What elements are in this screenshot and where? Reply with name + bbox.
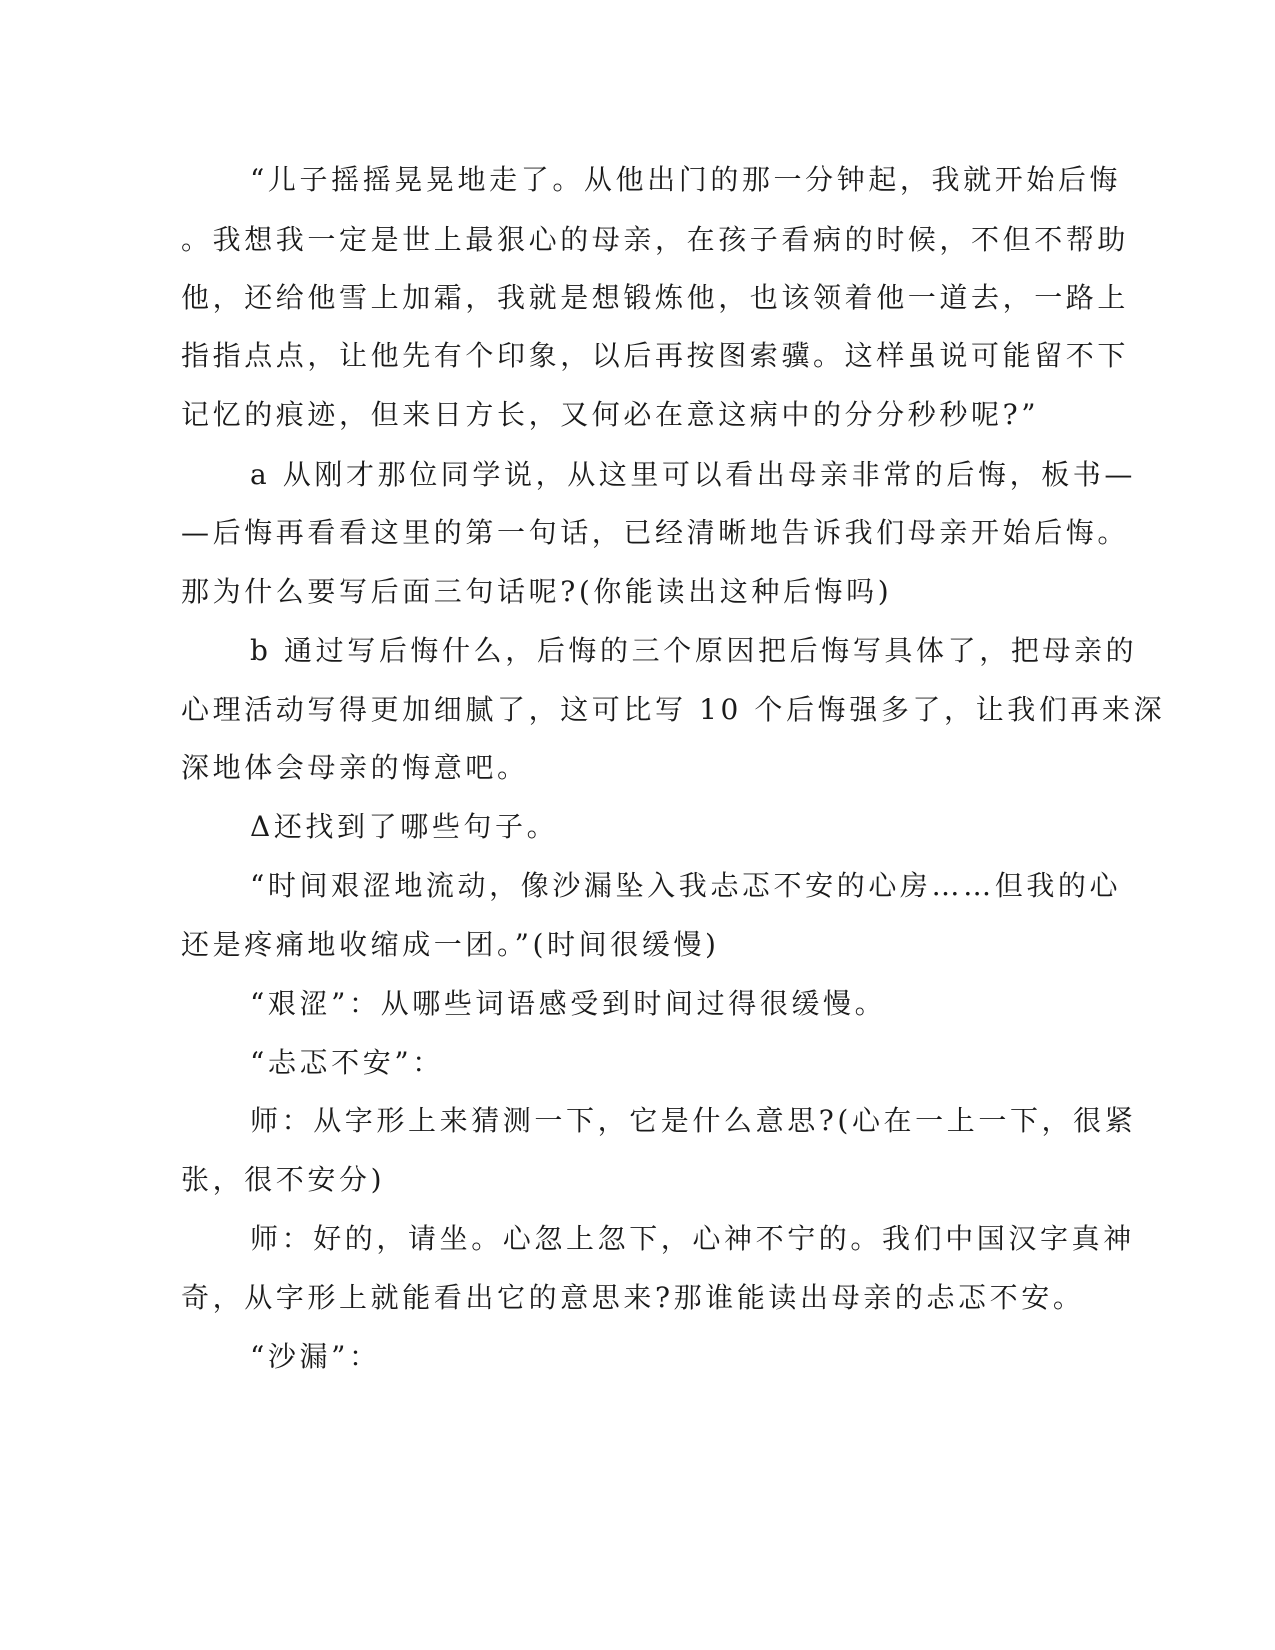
paragraph-line: 。我想我一定是世上最狠心的母亲，在孩子看病的时候，不但不帮助 — [181, 223, 1130, 256]
paragraph-line: 师：好的，请坐。心忽上忽下，心神不宁的。我们中国汉字真神 — [250, 1222, 1135, 1255]
paragraph-line: “忐忑不安”： — [250, 1046, 444, 1079]
paragraph-line: 指指点点，让他先有个印象，以后再按图索骥。这样虽说可能留不下 — [181, 339, 1130, 372]
paragraph-line: b 通过写后悔什么，后悔的三个原因把后悔写具体了，把母亲的 — [250, 634, 1138, 667]
paragraph-line: “沙漏”： — [250, 1340, 381, 1373]
paragraph-line: 奇，从字形上就能看出它的意思来?那谁能读出母亲的忐忑不安。 — [181, 1281, 1085, 1314]
paragraph-line: 心理活动写得更加细腻了，这可比写 10 个后悔强多了，让我们再来深 — [181, 693, 1166, 726]
paragraph-line: “儿子摇摇晃晃地走了。从他出门的那一分钟起，我就开始后悔 — [250, 163, 1122, 196]
paragraph-line: 师：从字形上来猜测一下，它是什么意思?(心在一上一下，很紧 — [250, 1104, 1137, 1137]
paragraph-line: “艰涩”：从哪些词语感受到时间过得很缓慢。 — [250, 987, 887, 1020]
paragraph-line: a 从刚才那位同学说，从这里可以看出母亲非常的后悔，板书— — [250, 458, 1136, 491]
paragraph-line: 记忆的痕迹，但来日方长，又何必在意这病中的分分秒秒呢?” — [181, 398, 1040, 431]
paragraph-line: 张，很不安分) — [181, 1163, 386, 1196]
paragraph-line: Δ还找到了哪些句子。 — [250, 810, 559, 843]
paragraph-line: 深地体会母亲的悔意吧。 — [181, 751, 529, 784]
paragraph-line: 还是疼痛地收缩成一团。”(时间很缓慢) — [181, 928, 720, 961]
paragraph-line: 那为什么要写后面三句话呢?(你能读出这种后悔吗) — [181, 575, 893, 608]
paragraph-line: “时间艰涩地流动，像沙漏坠入我忐忑不安的心房……但我的心 — [250, 869, 1122, 902]
paragraph-line: —后悔再看看这里的第一句话，已经清晰地告诉我们母亲开始后悔。 — [181, 516, 1130, 549]
paragraph-line: 他，还给他雪上加霜，我就是想锻炼他，也该领着他一道去，一路上 — [181, 281, 1130, 314]
